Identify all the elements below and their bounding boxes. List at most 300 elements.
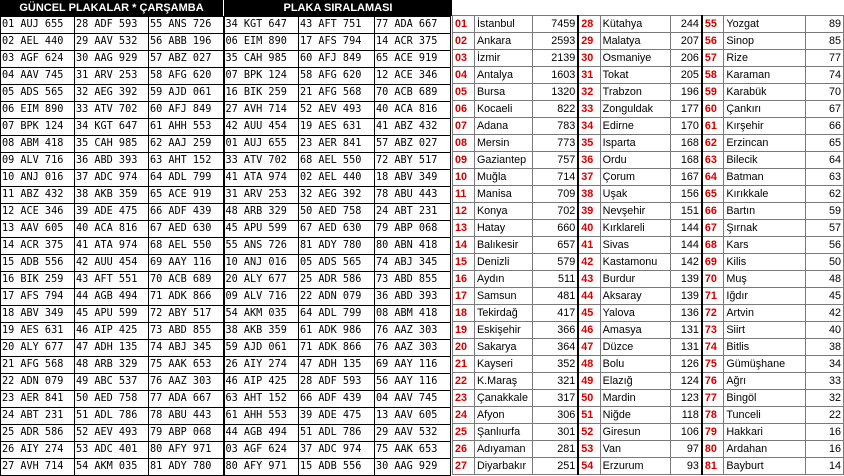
city-name: İzmir	[474, 50, 532, 67]
rank-number: 52	[578, 424, 600, 441]
city-name: Karabük	[724, 84, 806, 101]
rank-number: 03	[453, 50, 475, 67]
ranking-row	[453, 186, 844, 203]
plate-cell: 42 AUU 454	[75, 255, 149, 272]
plate-count: 33	[806, 373, 844, 390]
plate-cell: 16 BIK 259	[1, 272, 75, 289]
plate-count: 207	[670, 33, 702, 50]
plate-cell: 21 AFG 568	[299, 85, 375, 102]
city-name: Antalya	[474, 67, 532, 84]
plate-cell: 30 AAG 929	[375, 459, 451, 476]
plate-count: 206	[670, 50, 702, 67]
rank-number: 01	[453, 16, 475, 33]
plate-count: 301	[532, 424, 578, 441]
rank-number: 37	[578, 169, 600, 186]
city-name: Mardin	[600, 390, 670, 407]
plate-cell: 81 ADY 780	[299, 238, 375, 255]
plate-cell: 81 ADY 780	[149, 459, 224, 476]
plate-cell: 55 ANS 726	[224, 238, 299, 255]
city-name: Kayseri	[474, 356, 532, 373]
rank-number: 02	[453, 33, 475, 50]
plate-cell: 59 AJD 061	[149, 85, 224, 102]
plate-count: 773	[532, 135, 578, 152]
plate-count: 306	[532, 407, 578, 424]
plate-cell: 36 ABD 393	[375, 289, 451, 306]
plates-row	[1, 459, 451, 476]
plate-count: 156	[670, 186, 702, 203]
plate-cell: 54 AKM 035	[224, 306, 299, 323]
rank-number: 74	[702, 339, 724, 356]
city-name: Çanakkale	[474, 390, 532, 407]
rank-number: 47	[578, 339, 600, 356]
plate-cell: 33 ATV 702	[224, 153, 299, 170]
city-name: Kars	[724, 237, 806, 254]
city-name: Bolu	[600, 356, 670, 373]
plate-count: 131	[670, 339, 702, 356]
plate-cell: 71 ADK 866	[149, 289, 224, 306]
plate-cell: 40 ACA 816	[75, 221, 149, 238]
rank-number: 76	[702, 373, 724, 390]
plate-cell: 52 AEV 493	[299, 102, 375, 119]
rank-number: 41	[578, 237, 600, 254]
plate-count: 2593	[532, 33, 578, 50]
plate-count: 144	[670, 237, 702, 254]
plates-row	[1, 51, 451, 68]
ranking-row	[453, 458, 844, 475]
plate-cell: 41 ABZ 432	[375, 119, 451, 136]
ranking-row	[453, 237, 844, 254]
plate-cell: 20 ALY 677	[1, 340, 75, 357]
plate-cell: 47 ADH 135	[75, 340, 149, 357]
plate-count: 709	[532, 186, 578, 203]
city-name: Konya	[474, 203, 532, 220]
plate-ranking-title: PLAKA SIRALAMASI	[224, 0, 452, 16]
plate-cell: 36 ABD 393	[75, 153, 149, 170]
plate-count: 74	[806, 67, 844, 84]
plate-cell: 72 ABY 517	[375, 153, 451, 170]
rank-number: 60	[702, 101, 724, 118]
city-name: Kilis	[724, 254, 806, 271]
plate-cell: 10 ANJ 016	[224, 255, 299, 272]
plate-count: 63	[806, 169, 844, 186]
city-name: Tunceli	[724, 407, 806, 424]
plate-count: 352	[532, 356, 578, 373]
city-name: Siirt	[724, 322, 806, 339]
plate-count: 89	[806, 16, 844, 33]
plate-cell: 28 ADF 593	[75, 17, 149, 34]
plate-cell: 71 ADK 866	[299, 340, 375, 357]
ranking-row	[453, 33, 844, 50]
rank-number: 25	[453, 424, 475, 441]
rank-number: 29	[578, 33, 600, 50]
rank-number: 32	[578, 84, 600, 101]
plate-cell: 73 ABD 855	[149, 323, 224, 340]
plate-cell: 41 ATA 974	[224, 170, 299, 187]
plates-row	[1, 442, 451, 459]
plate-cell: 34 KGT 647	[75, 119, 149, 136]
current-plates-title: GÜNCEL PLAKALAR * ÇARŞAMBA	[0, 0, 223, 16]
plate-count: 59	[806, 203, 844, 220]
city-name: Kırklareli	[600, 220, 670, 237]
plate-count: 139	[670, 271, 702, 288]
city-name: Edirne	[600, 118, 670, 135]
plate-count: 205	[670, 67, 702, 84]
plate-cell: 57 ABZ 027	[375, 136, 451, 153]
plate-cell: 29 AAV 532	[75, 34, 149, 51]
rank-number: 20	[453, 339, 475, 356]
rank-number: 17	[453, 288, 475, 305]
plate-cell: 65 ACE 919	[375, 51, 451, 68]
plate-cell: 14 ACR 375	[375, 34, 451, 51]
plate-cell: 70 ACB 689	[375, 85, 451, 102]
city-name: Uşak	[600, 186, 670, 203]
rank-number: 70	[702, 271, 724, 288]
plate-cell: 58 AFG 620	[299, 68, 375, 85]
rank-number: 62	[702, 135, 724, 152]
plate-count: 167	[670, 169, 702, 186]
city-name: Artvin	[724, 305, 806, 322]
plate-count: 123	[670, 390, 702, 407]
rank-number: 16	[453, 271, 475, 288]
plate-cell: 02 AEL 440	[1, 34, 75, 51]
rank-number: 50	[578, 390, 600, 407]
plate-cell: 07 BPK 124	[1, 119, 75, 136]
city-name: Ağrı	[724, 373, 806, 390]
plates-row	[1, 357, 451, 374]
plate-count: 702	[532, 203, 578, 220]
city-name: Hakkari	[724, 424, 806, 441]
plate-cell: 50 AED 758	[299, 204, 375, 221]
city-name: Erzurum	[600, 458, 670, 475]
plates-row	[1, 221, 451, 238]
plate-cell: 31 ARV 253	[75, 68, 149, 85]
plate-cell: 52 AEV 493	[75, 425, 149, 442]
rank-number: 15	[453, 254, 475, 271]
plate-cell: 56 AAY 116	[375, 374, 451, 391]
city-name: Erzincan	[724, 135, 806, 152]
plate-cell: 64 ADL 799	[149, 170, 224, 187]
plate-cell: 19 AES 631	[1, 323, 75, 340]
plates-row	[1, 136, 451, 153]
plate-count: 97	[670, 441, 702, 458]
city-name: Sivas	[600, 237, 670, 254]
ranking-row	[453, 118, 844, 135]
plate-count: 131	[670, 322, 702, 339]
plate-cell: 66 ADF 439	[299, 391, 375, 408]
ranking-row	[453, 356, 844, 373]
plate-count: 757	[532, 152, 578, 169]
rank-number: 09	[453, 152, 475, 169]
rank-number: 63	[702, 152, 724, 169]
plate-cell: 51 ADL 786	[75, 408, 149, 425]
city-name: Bursa	[474, 84, 532, 101]
plate-cell: 50 AED 758	[75, 391, 149, 408]
ranking-row	[453, 169, 844, 186]
rank-number: 43	[578, 271, 600, 288]
city-name: Muğla	[474, 169, 532, 186]
plates-row	[1, 340, 451, 357]
rank-number: 26	[453, 441, 475, 458]
plate-cell: 45 APU 599	[75, 306, 149, 323]
plate-cell: 57 ABZ 027	[149, 51, 224, 68]
plate-count: 77	[806, 50, 844, 67]
city-name: Osmaniye	[600, 50, 670, 67]
city-name: Balıkesir	[474, 237, 532, 254]
rank-number: 53	[578, 441, 600, 458]
city-name: Ardahan	[724, 441, 806, 458]
plate-cell: 49 ABC 537	[75, 374, 149, 391]
rank-number: 44	[578, 288, 600, 305]
plate-cell: 74 ABJ 345	[149, 340, 224, 357]
ranking-top-border	[452, 0, 844, 16]
plate-cell: 45 APU 599	[224, 221, 299, 238]
plate-cell: 40 ACA 816	[375, 102, 451, 119]
plate-cell: 22 ADN 079	[1, 374, 75, 391]
ranking-row	[453, 322, 844, 339]
ranking-row	[453, 373, 844, 390]
rank-number: 11	[453, 186, 475, 203]
plate-cell: 11 ABZ 432	[1, 187, 75, 204]
rank-number: 72	[702, 305, 724, 322]
plate-count: 168	[670, 152, 702, 169]
city-name: Gaziantep	[474, 152, 532, 169]
plate-cell: 23 AER 841	[299, 136, 375, 153]
city-name: Amasya	[600, 322, 670, 339]
plate-cell: 32 AEG 392	[75, 85, 149, 102]
plates-row	[1, 255, 451, 272]
plate-count: 783	[532, 118, 578, 135]
plate-cell: 56 ABB 196	[149, 34, 224, 51]
plate-cell: 38 AKB 359	[224, 323, 299, 340]
rank-number: 33	[578, 101, 600, 118]
plate-cell: 54 AKM 035	[75, 459, 149, 476]
ranking-row	[453, 271, 844, 288]
plate-cell: 22 ADN 079	[299, 289, 375, 306]
ranking-row	[453, 67, 844, 84]
city-name: Van	[600, 441, 670, 458]
city-name: Şanlıurfa	[474, 424, 532, 441]
plate-count: 417	[532, 305, 578, 322]
plate-cell: 43 AFT 551	[75, 272, 149, 289]
plates-row	[1, 17, 451, 34]
plate-count: 321	[532, 373, 578, 390]
plate-count: 42	[806, 305, 844, 322]
plate-count: 65	[806, 135, 844, 152]
plate-cell: 33 ATV 702	[75, 102, 149, 119]
plate-cell: 37 ADC 974	[299, 442, 375, 459]
plate-cell: 73 ABD 855	[375, 272, 451, 289]
city-name: Mersin	[474, 135, 532, 152]
plate-cell: 04 AAV 745	[1, 68, 75, 85]
city-name: Sinop	[724, 33, 806, 50]
ranking-row	[453, 16, 844, 33]
ranking-row	[453, 152, 844, 169]
plate-cell: 09 ALV 716	[224, 289, 299, 306]
plate-cell: 35 CAH 985	[224, 51, 299, 68]
city-name: Ankara	[474, 33, 532, 50]
plates-row	[1, 85, 451, 102]
rank-number: 67	[702, 220, 724, 237]
city-name: Şırnak	[724, 220, 806, 237]
plate-cell: 72 ABY 517	[149, 306, 224, 323]
city-name: Bilecik	[724, 152, 806, 169]
plate-cell: 75 AAK 653	[149, 357, 224, 374]
plates-row	[1, 289, 451, 306]
city-name: Elazığ	[600, 373, 670, 390]
plate-count: 93	[670, 458, 702, 475]
plate-count: 7459	[532, 16, 578, 33]
plate-cell: 62 AAJ 259	[149, 136, 224, 153]
plate-cell: 10 ANJ 016	[1, 170, 75, 187]
plate-cell: 55 ANS 726	[149, 17, 224, 34]
plate-cell: 15 ADB 556	[1, 255, 75, 272]
city-name: Burdur	[600, 271, 670, 288]
city-name: Aksaray	[600, 288, 670, 305]
rank-number: 59	[702, 84, 724, 101]
plate-count: 14	[806, 458, 844, 475]
city-name: Çorum	[600, 169, 670, 186]
city-name: Iğdır	[724, 288, 806, 305]
plate-count: 168	[670, 135, 702, 152]
plate-cell: 65 ACE 919	[149, 187, 224, 204]
plate-cell: 48 ARB 329	[224, 204, 299, 221]
plate-count: 56	[806, 237, 844, 254]
plate-cell: 69 AAY 116	[149, 255, 224, 272]
plate-cell: 26 AIY 274	[224, 357, 299, 374]
rank-number: 36	[578, 152, 600, 169]
plate-count: 85	[806, 33, 844, 50]
plate-cell: 60 AFJ 849	[299, 51, 375, 68]
plate-cell: 64 ADL 799	[299, 306, 375, 323]
plate-count: 481	[532, 288, 578, 305]
plate-count: 70	[806, 84, 844, 101]
plate-cell: 18 ABV 349	[375, 170, 451, 187]
plate-cell: 26 AIY 274	[1, 442, 75, 459]
rank-number: 19	[453, 322, 475, 339]
rank-number: 61	[702, 118, 724, 135]
plate-cell: 08 ABM 418	[1, 136, 75, 153]
plates-row	[1, 374, 451, 391]
plate-count: 170	[670, 118, 702, 135]
plate-cell: 31 ARV 253	[224, 187, 299, 204]
plate-count: 2139	[532, 50, 578, 67]
plate-cell: 12 ACE 346	[1, 204, 75, 221]
rank-number: 34	[578, 118, 600, 135]
rank-number: 81	[702, 458, 724, 475]
plate-count: 1320	[532, 84, 578, 101]
plate-cell: 44 AGB 494	[75, 289, 149, 306]
plates-row	[1, 204, 451, 221]
plate-count: 139	[670, 288, 702, 305]
plates-table	[0, 16, 451, 476]
plate-count: 40	[806, 322, 844, 339]
plate-cell: 61 AHH 553	[224, 408, 299, 425]
plate-cell: 34 KGT 647	[224, 17, 299, 34]
rank-number: 75	[702, 356, 724, 373]
plate-cell: 02 AEL 440	[299, 170, 375, 187]
rank-number: 46	[578, 322, 600, 339]
plate-count: 124	[670, 373, 702, 390]
city-name: Karaman	[724, 67, 806, 84]
rank-number: 48	[578, 356, 600, 373]
rank-number: 54	[578, 458, 600, 475]
rank-number: 31	[578, 67, 600, 84]
plate-cell: 25 ADR 586	[1, 425, 75, 442]
city-name: Adana	[474, 118, 532, 135]
plate-cell: 77 ADA 667	[149, 391, 224, 408]
plate-cell: 13 AAV 605	[1, 221, 75, 238]
city-name: Afyon	[474, 407, 532, 424]
rank-number: 30	[578, 50, 600, 67]
plates-row	[1, 391, 451, 408]
plate-cell: 20 ALY 677	[224, 272, 299, 289]
plate-count: 16	[806, 424, 844, 441]
plate-count: 579	[532, 254, 578, 271]
plate-cell: 08 ABM 418	[375, 306, 451, 323]
plate-cell: 39 ADE 475	[75, 204, 149, 221]
plate-cell: 76 AAZ 303	[149, 374, 224, 391]
city-name: Yalova	[600, 305, 670, 322]
rank-number: 58	[702, 67, 724, 84]
rank-number: 08	[453, 135, 475, 152]
rank-number: 24	[453, 407, 475, 424]
city-name: Yozgat	[724, 16, 806, 33]
plate-cell: 70 ACB 689	[149, 272, 224, 289]
city-name: Niğde	[600, 407, 670, 424]
ranking-row	[453, 254, 844, 271]
city-name: İstanbul	[474, 16, 532, 33]
plate-cell: 51 ADL 786	[299, 425, 375, 442]
rank-number: 49	[578, 373, 600, 390]
rank-number: 39	[578, 203, 600, 220]
plate-count: 364	[532, 339, 578, 356]
plate-cell: 66 ADF 439	[149, 204, 224, 221]
city-name: Tokat	[600, 67, 670, 84]
plate-cell: 19 AES 631	[299, 119, 375, 136]
plate-count: 50	[806, 254, 844, 271]
plates-row	[1, 187, 451, 204]
plate-count: 64	[806, 152, 844, 169]
ranking-row	[453, 424, 844, 441]
ranking-row	[453, 203, 844, 220]
plate-count: 67	[806, 101, 844, 118]
rank-number: 55	[702, 16, 724, 33]
plate-cell: 24 ABT 231	[1, 408, 75, 425]
plates-row	[1, 34, 451, 51]
rank-number: 28	[578, 16, 600, 33]
rank-number: 79	[702, 424, 724, 441]
rank-number: 66	[702, 203, 724, 220]
plate-cell: 44 AGB 494	[224, 425, 299, 442]
city-name: Bingöl	[724, 390, 806, 407]
plate-cell: 15 ADB 556	[299, 459, 375, 476]
plate-count: 822	[532, 101, 578, 118]
ranking-row	[453, 441, 844, 458]
plate-cell: 01 AUJ 655	[1, 17, 75, 34]
plate-count: 62	[806, 186, 844, 203]
city-name: Kırşehir	[724, 118, 806, 135]
city-name: Kütahya	[600, 16, 670, 33]
plate-cell: 13 AAV 605	[375, 408, 451, 425]
ranking-row	[453, 305, 844, 322]
ranking-row	[453, 84, 844, 101]
rank-number: 04	[453, 67, 475, 84]
plate-cell: 46 AIP 425	[224, 374, 299, 391]
plate-cell: 17 AFS 794	[1, 289, 75, 306]
plate-cell: 75 AAK 653	[375, 442, 451, 459]
plate-count: 16	[806, 441, 844, 458]
plate-cell: 43 AFT 751	[299, 17, 375, 34]
